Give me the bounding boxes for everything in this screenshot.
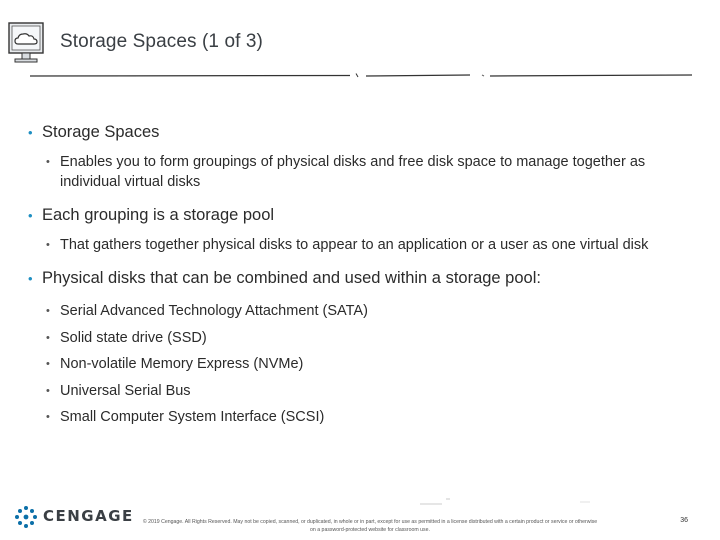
bullet-dot: • bbox=[46, 384, 50, 397]
bullet-l1: • Storage Spaces bbox=[28, 123, 160, 141]
logo-text: CENGAGE bbox=[43, 507, 134, 525]
bullet-l2: • Non-volatile Memory Express (NVMe) bbox=[28, 351, 688, 378]
bullet-l2: • Enables you to form groupings of physical disks and free disk space to manage together as individual virtual disks bbox=[46, 154, 646, 190]
bullet-l2: • Solid state drive (SSD) bbox=[28, 325, 688, 352]
cengage-mark-icon bbox=[14, 505, 38, 529]
bullet-dot: • bbox=[28, 271, 33, 286]
footer-divider bbox=[420, 492, 720, 512]
header-divider bbox=[0, 60, 720, 90]
bullet-dot: • bbox=[46, 239, 50, 251]
bullet-l2: • Small Computer System Interface (SCSI) bbox=[28, 404, 688, 431]
bullet-dot: • bbox=[46, 156, 50, 168]
bullet-dot: • bbox=[46, 305, 50, 317]
bullet-l2: • Serial Advanced Technology Attachment (SATA) bbox=[28, 298, 688, 325]
bullet-dot: • bbox=[28, 208, 33, 223]
bullet-dot: • bbox=[28, 125, 33, 140]
page-title: Storage Spaces (1 of 3) bbox=[60, 31, 263, 52]
bullet-dot: • bbox=[46, 331, 50, 344]
bullet-l2: • Universal Serial Bus bbox=[28, 378, 688, 405]
bullet-dot: • bbox=[46, 358, 50, 370]
bullet-content bbox=[28, 122, 688, 431]
bullet-l2: • That gathers together physical disks to appear to an application or a user as one virtual disk bbox=[46, 237, 649, 253]
bullet-dot: • bbox=[46, 411, 50, 423]
page-number: 36 bbox=[680, 517, 688, 524]
copyright-notice: © 2019 Cengage. All Rights Reserved. May not be copied, scanned, or duplicated, in whole or in part, except for use as permitted in a license distributed with a certain product or service or otherwise on a password-protected website for classroom use. bbox=[142, 519, 598, 533]
bullet-l1: • Each grouping is a storage pool bbox=[28, 206, 275, 224]
bullet-l1: • Physical disks that can be combined and used within a storage pool: bbox=[28, 269, 541, 287]
